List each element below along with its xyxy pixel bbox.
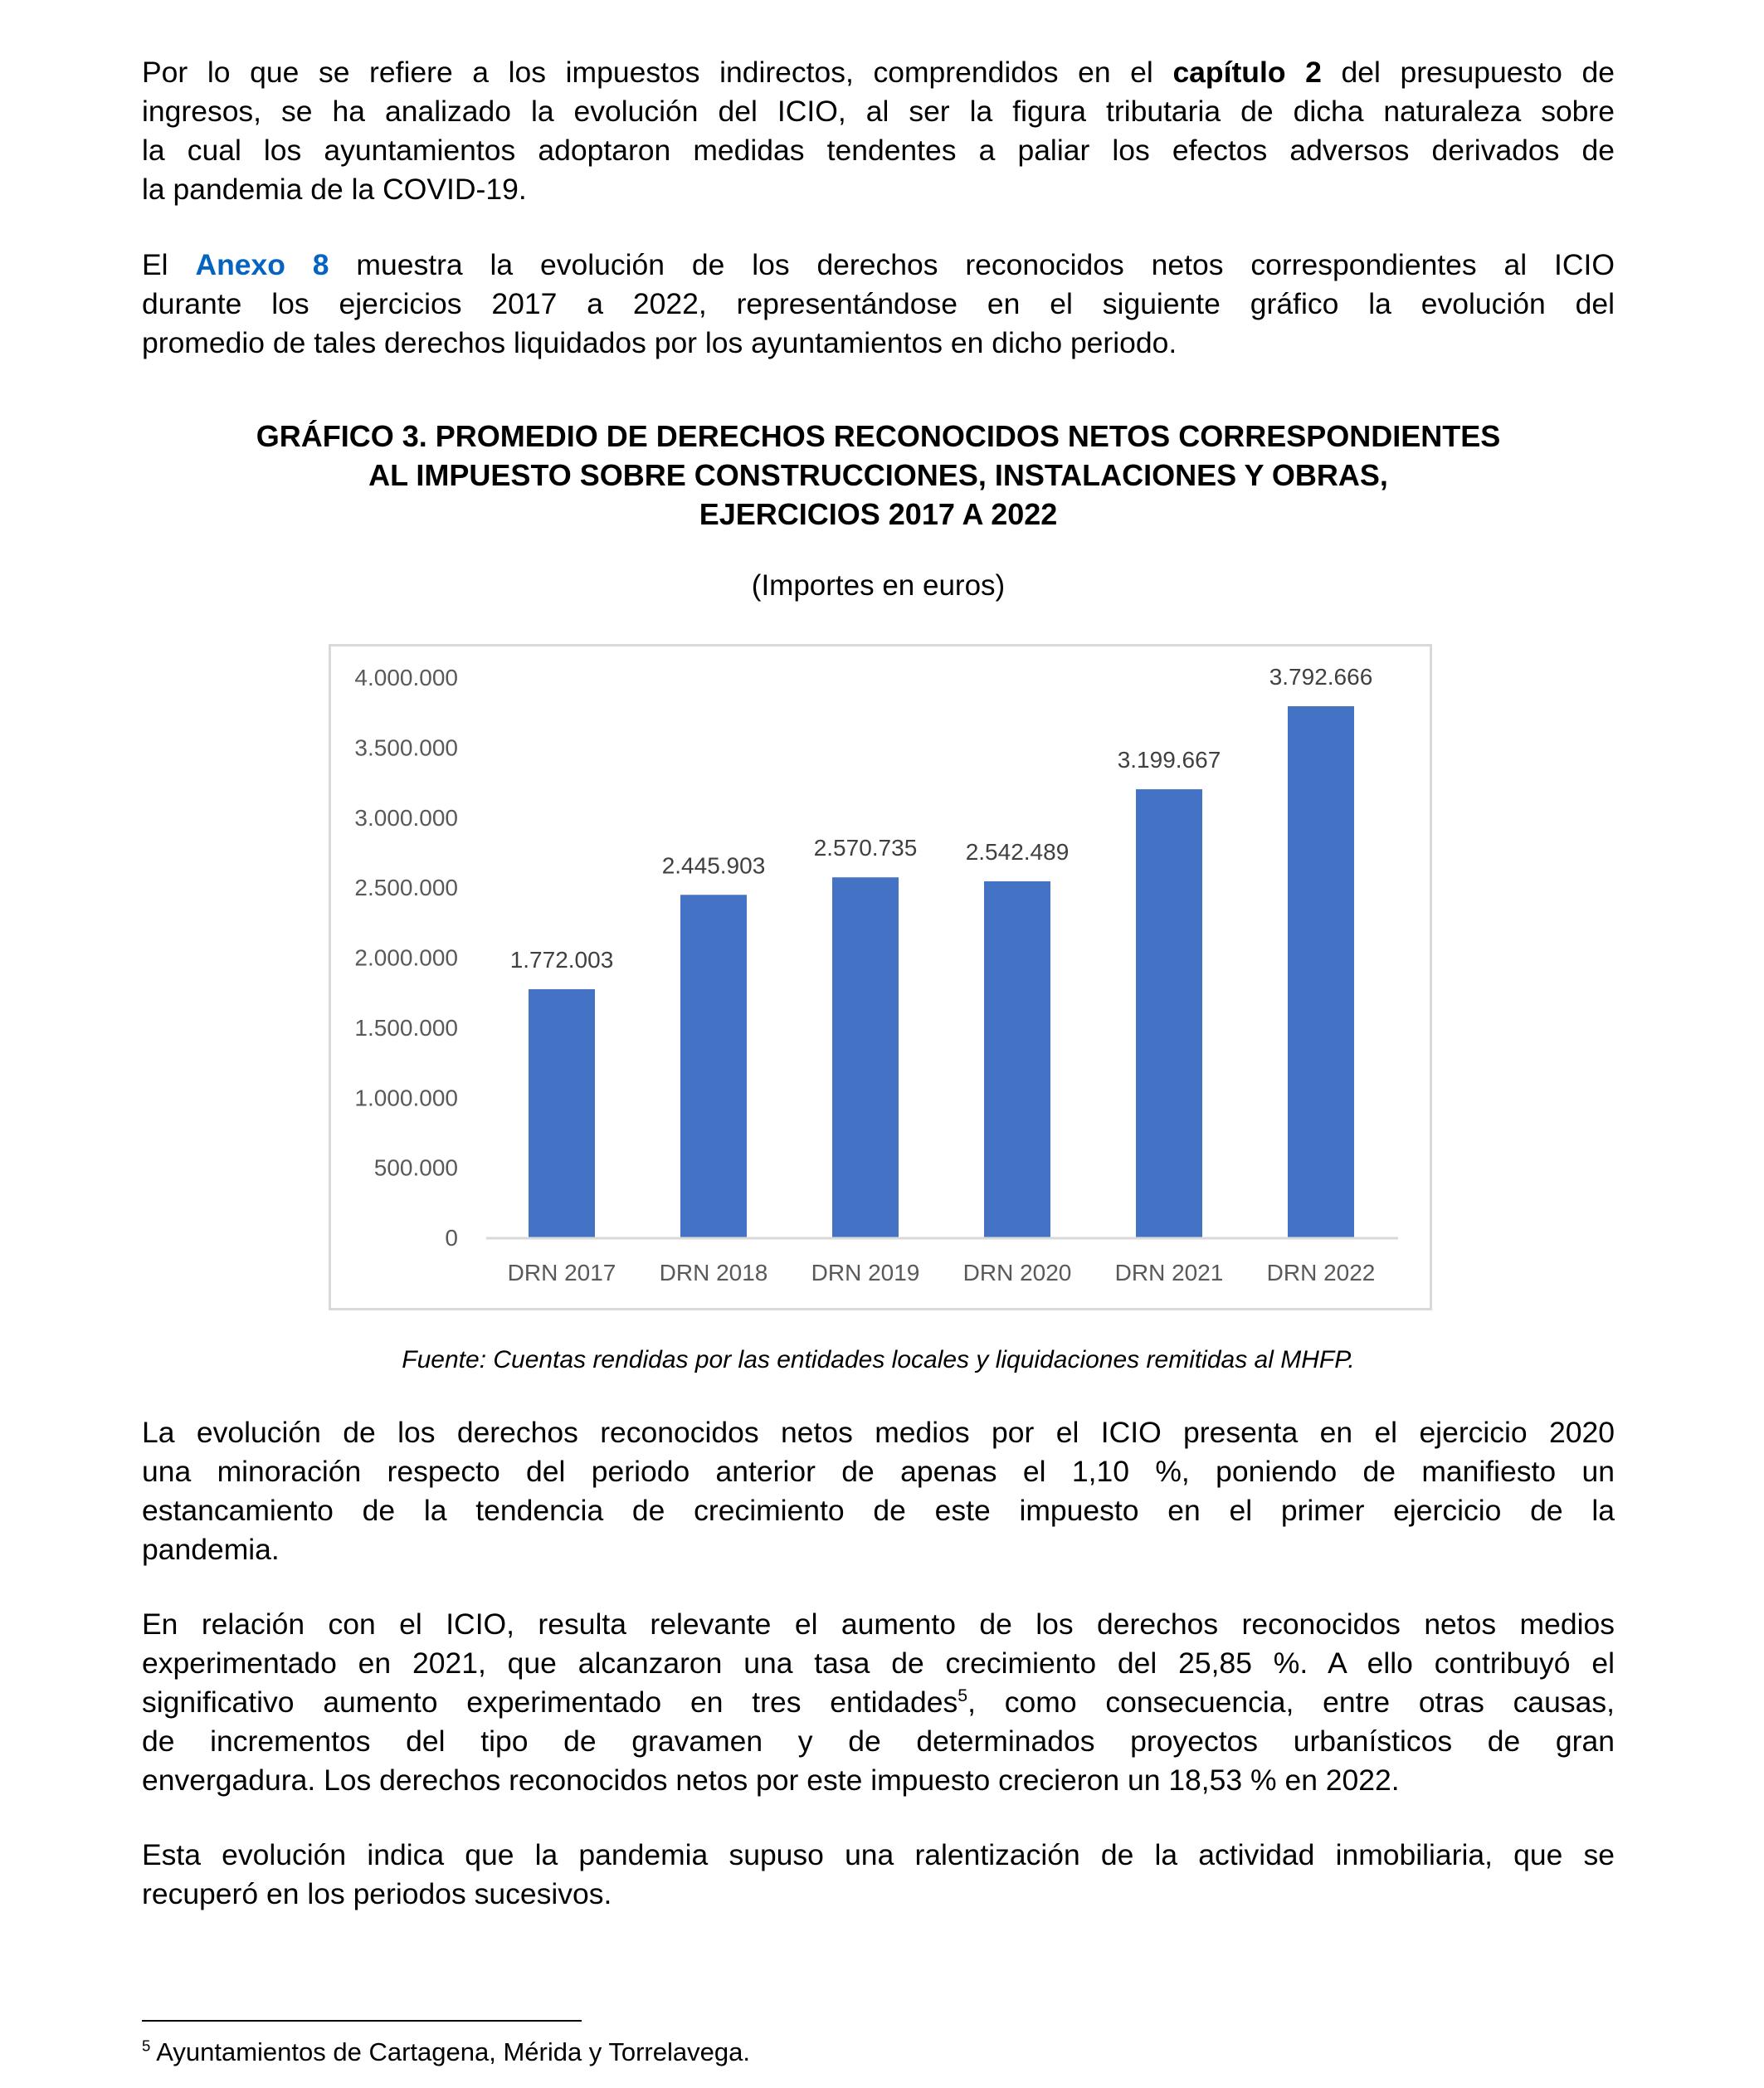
y-tick-label: 1.000.000 [354, 1085, 458, 1111]
bar [1136, 789, 1202, 1237]
y-tick-label: 4.000.000 [354, 665, 458, 690]
data-label: 3.199.667 [1117, 747, 1221, 773]
y-tick-label: 500.000 [373, 1154, 458, 1181]
bar [529, 989, 595, 1237]
data-label: 2.570.735 [813, 835, 918, 861]
paragraph-4: En relación con el ICIO, resulta relevante el aumento de los derechos reconocidos netos medios experimentado en 2021, que alcanzaron una tasa de crecimiento del 25,85 %. A ello contribuyó el significativo aumento experimentado en tres entidades$^5$, como consecuencia, entre otras causas, de incrementos del tipo de gravamen y de determinados proyectos urbanísticos de gran envergadura. Los derechos reconocidos netos por este impuesto crecieron un 18,53 % en 2022. [142, 1607, 1615, 1797]
data-label: 3.792.666 [1269, 663, 1373, 690]
chart-svg [331, 646, 1430, 1308]
data-label: 2.445.903 [661, 852, 766, 879]
y-tick-label: 1.500.000 [354, 1014, 458, 1041]
x-tick-label: DRN 2017 [507, 1260, 616, 1285]
bar [984, 881, 1050, 1237]
paragraph-3: La evolución de los derechos reconocidos netos medios por el ICIO presenta en el ejercicio 2020 una minoración respecto del periodo anterior de apenas el 1,10 %, poniendo de manifiesto un estancamiento de la tendencia de crecimiento de este impuesto en el primer ejercicio de la pandemia. [142, 1416, 1615, 1566]
source-note: Fuente: Cuentas rendidas por las entidades locales y liquidaciones remitidas al MHFP. [402, 1346, 1355, 1373]
bar [832, 877, 899, 1237]
y-tick-label: 2.500.000 [354, 875, 458, 901]
chart-subtitle: (Importes en euros) [751, 569, 1006, 602]
data-label: 1.772.003 [509, 946, 614, 973]
bar [1288, 706, 1354, 1237]
anexo-8-link[interactable]: Anexo 8 [195, 248, 329, 281]
paragraph-1: Por lo que se refiere a los impuestos indirectos, comprendidos en el capítulo 2 del presupuesto de ingresos, se ha analizado la evolución del ICIO, al ser la figura tributaria de dicha naturaleza sobre la cual los ayuntamientos adoptaron medidas tendentes a paliar los efectos adversos derivados de la pandemia de la COVID-19. [142, 56, 1615, 206]
y-tick-label: 3.000.000 [354, 804, 458, 831]
footnote: $^5$ Ayuntamientos de Cartagena, Mérida y Torrelavega. [142, 2037, 750, 2066]
y-tick-label: 2.000.000 [354, 944, 458, 971]
chart-title: GRÁFICO 3. PROMEDIO DE DERECHOS RECONOCIDOS NETOS CORRESPONDIENTES AL IMPUESTO SOBRE CONSTRUCCIONES, INSTALACIONES Y OBRAS, EJERCICIOS 2017 A 2022 [256, 419, 1501, 531]
x-tick-label: DRN 2022 [1266, 1260, 1376, 1285]
bar [680, 895, 747, 1237]
y-tick-label: 3.500.000 [354, 734, 458, 761]
data-label: 2.542.489 [965, 838, 1070, 865]
x-tick-label: DRN 2021 [1114, 1260, 1224, 1285]
footnote-ref[interactable]: 5 [958, 1686, 968, 1706]
bar-chart [329, 644, 1432, 1310]
capitulo-2-bold: capítulo 2 [1172, 56, 1322, 89]
footnote-divider [142, 2020, 582, 2022]
paragraph-2: El Anexo 8 muestra la evolución de los derechos reconocidos netos correspondientes al ICIO durante los ejercicios 2017 a 2022, representándose en el siguiente gráfico la evolución del promedio de tales derechos liquidados por los ayuntamientos en dicho periodo. [142, 248, 1615, 359]
x-tick-label: DRN 2020 [962, 1260, 1072, 1285]
y-tick-label: 0 [445, 1225, 458, 1251]
x-tick-label: DRN 2018 [659, 1260, 768, 1285]
paragraph-5: Esta evolución indica que la pandemia supuso una ralentización de la actividad inmobiliaria, que se recuperó en los periodos sucesivos. [142, 1838, 1615, 1910]
x-tick-label: DRN 2019 [811, 1260, 920, 1285]
